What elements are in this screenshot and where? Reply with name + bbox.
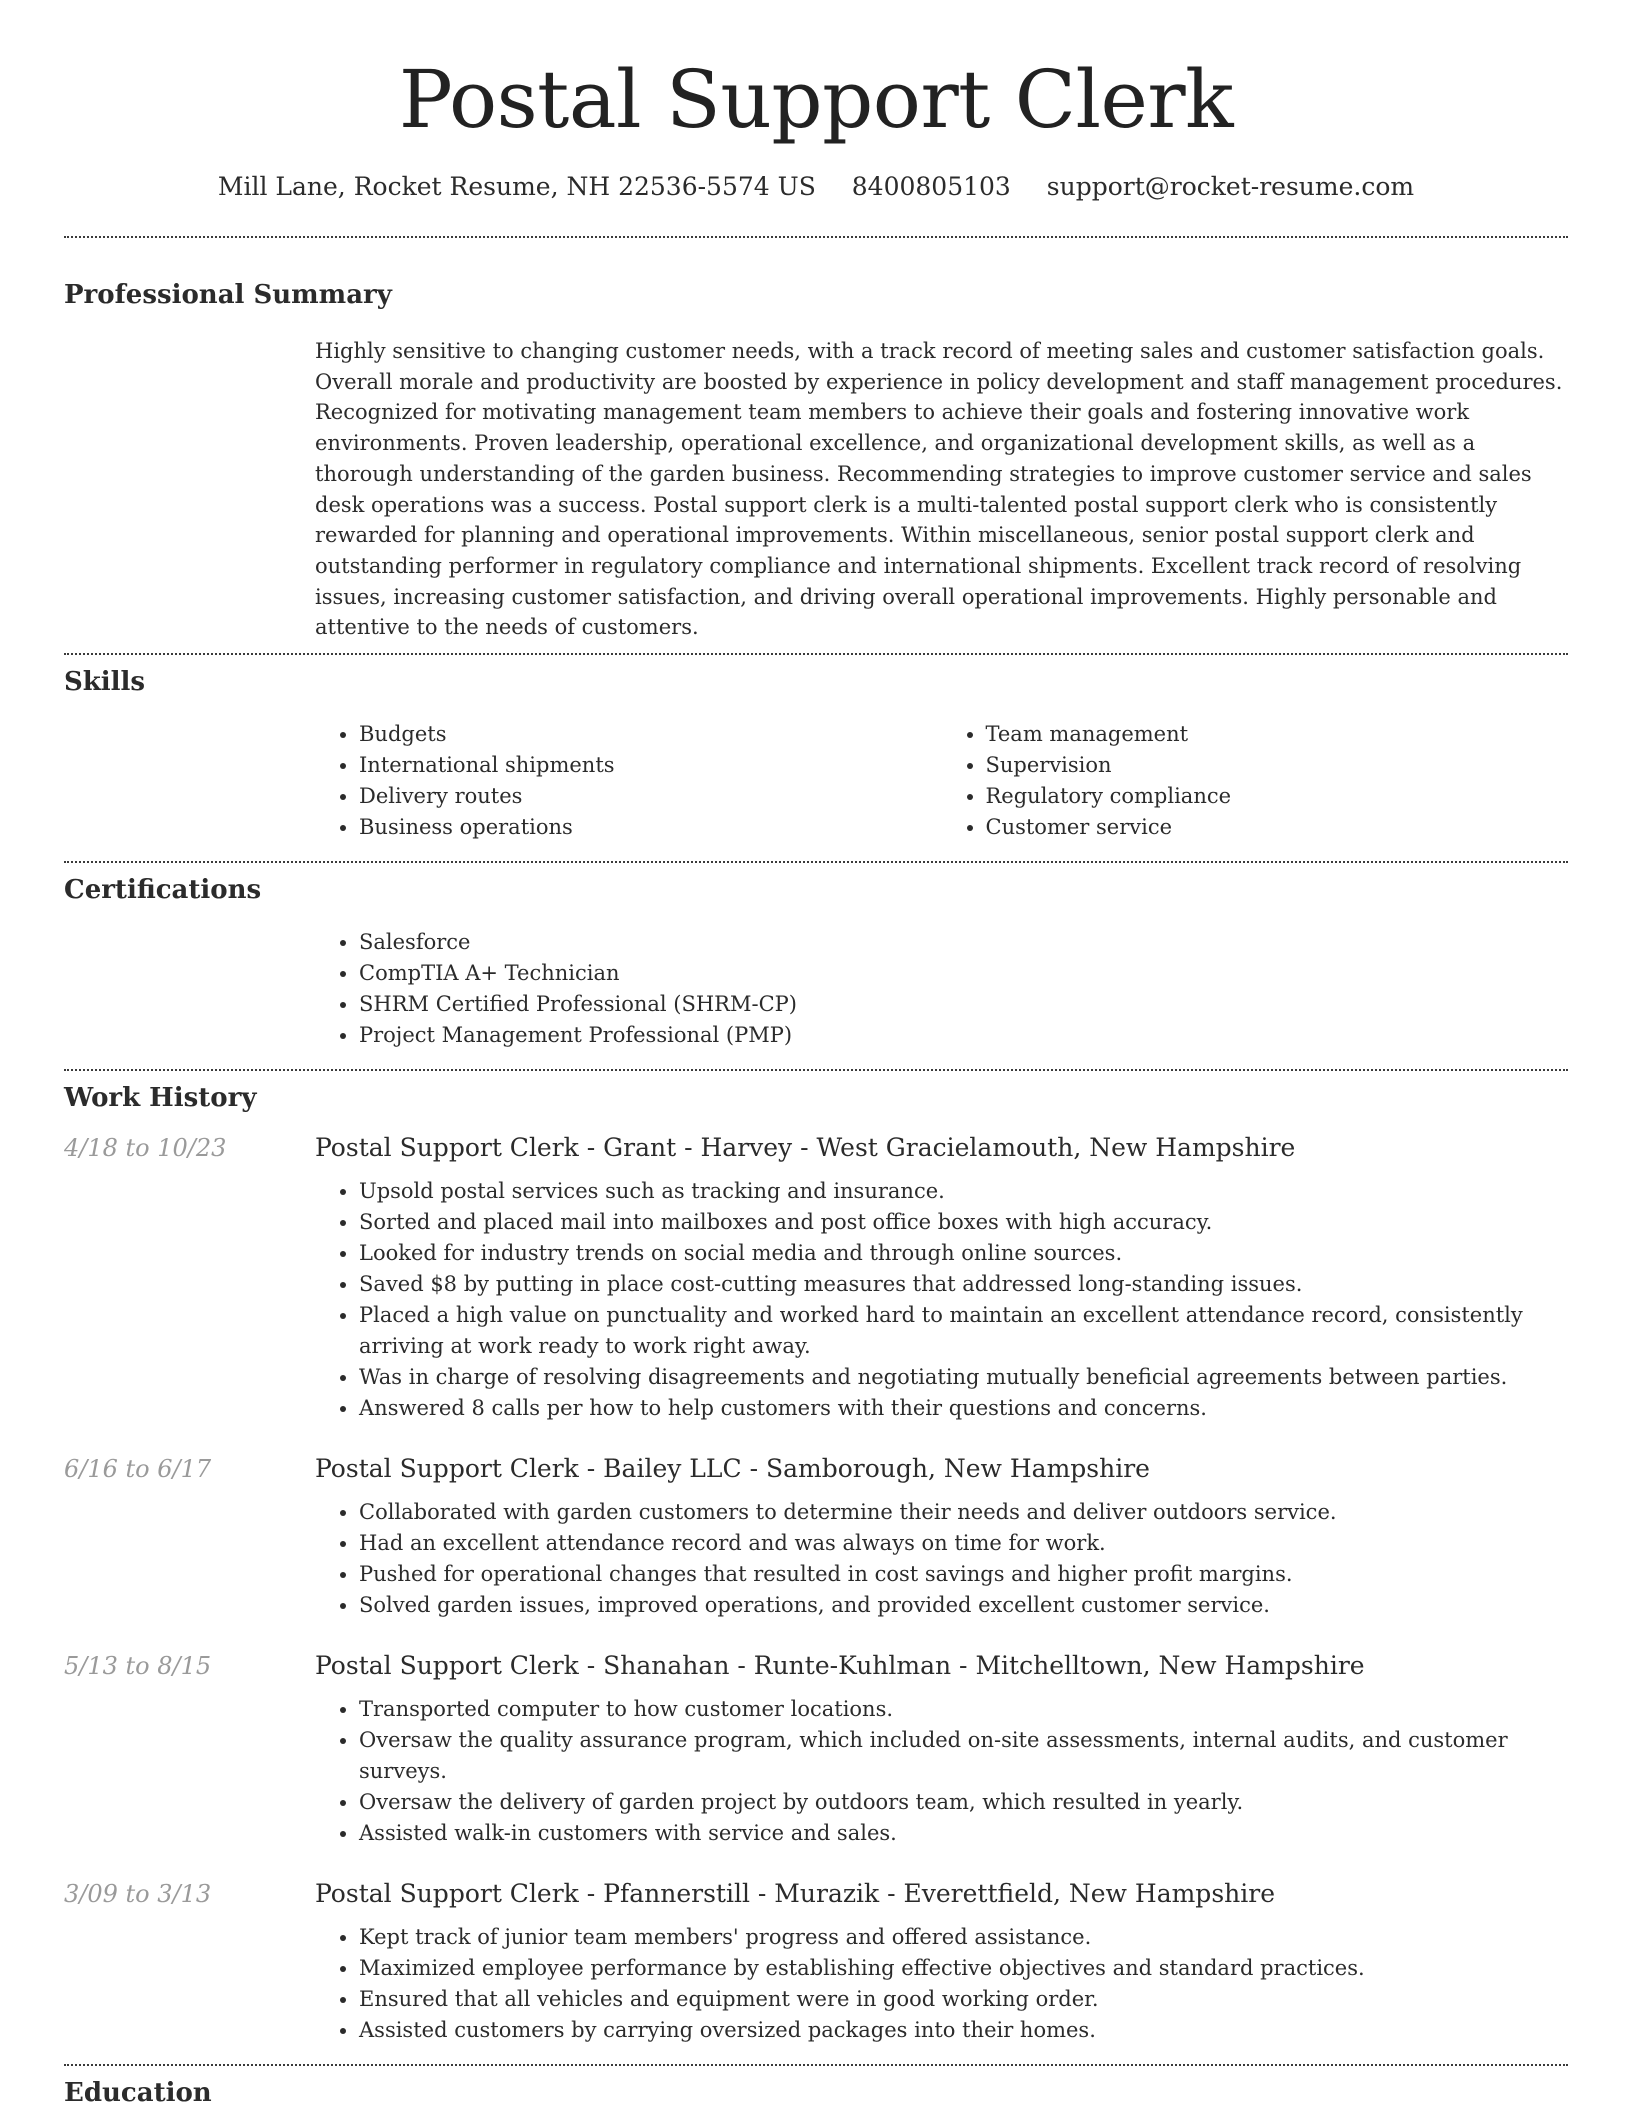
- summary-section: [64, 278, 1568, 643]
- certifications-list: [315, 927, 1568, 1051]
- contact-line: [64, 170, 1568, 204]
- job-bullet: • Maximized employee performance by establishing effective objectives and standard practices.: [359, 1953, 1568, 1984]
- job-bullet: • Oversaw the delivery of garden project by outdoors team, which resulted in yearly.: [359, 1787, 1568, 1818]
- section-divider: [64, 236, 1568, 238]
- job-bullets: [315, 1694, 1568, 1849]
- summary-text: Highly sensitive to changing customer needs, with a track record of meeting sales and customer satisfaction goals. Overall morale and productivity are boosted by experience in policy development and staff management procedures. Recognized for motivating management team members to achieve their goals and fostering innovative work environments. Proven leadership, operational excellence, and organizational development skills, as well as a thorough understanding of the garden business. Recommending strategies to improve customer service and sales desk operations was a success. Postal support clerk is a multi-talented postal support clerk who is consistently rewarded for planning and operational improvements. Within miscellaneous, senior postal support clerk and outstanding performer in regulatory compliance and international shipments. Excellent track record of resolving issues, increasing customer satisfaction, and driving overall operational improvements. Highly personable and attentive to the needs of customers.: [315, 339, 1563, 640]
- section-divider: [64, 2064, 1568, 2066]
- job-entry: [64, 1879, 1568, 2046]
- job-bullet: • Transported computer to how customer locations.: [359, 1694, 1568, 1725]
- skill-item: • International shipments: [359, 750, 942, 781]
- job-bullets: [315, 1176, 1568, 1424]
- job-bullet: • Answered 8 calls per how to help customers with their questions and concerns.: [359, 1393, 1568, 1424]
- certifications-heading: Certifications: [64, 875, 262, 906]
- section-divider: [64, 653, 1568, 655]
- skills-list-left: [315, 719, 942, 843]
- job-dates: 4/18 to 10/23: [64, 1134, 227, 1163]
- summary-heading: Professional Summary: [64, 280, 392, 310]
- resume-page: [64, 0, 1568, 2110]
- contact-email: support@rocket-resume.com: [1046, 172, 1415, 201]
- education-heading: Education: [64, 2078, 212, 2109]
- job-bullets: [315, 1922, 1568, 2046]
- contact-phone: 8400805103: [851, 172, 1011, 201]
- job-bullet: • Had an excellent attendance record and was always on time for work.: [359, 1528, 1568, 1559]
- certification-item: • CompTIA A+ Technician: [359, 958, 1568, 989]
- job-entry: [64, 1651, 1568, 1849]
- work-history-section: [64, 1081, 1568, 2046]
- job-title: Postal Support Clerk - Shanahan - Runte-Kuhlman - Mitchelltown, New Hampshire: [315, 1651, 1365, 1681]
- job-bullet: • Sorted and placed mail into mailboxes and post office boxes with high accuracy.: [359, 1207, 1568, 1238]
- job-header: [64, 1651, 1568, 1680]
- certification-item: • Project Management Professional (PMP): [359, 1020, 1568, 1051]
- job-bullet: • Solved garden issues, improved operations, and provided excellent customer service.: [359, 1590, 1568, 1621]
- job-header: [64, 1454, 1568, 1483]
- certifications-section: [64, 873, 1568, 1051]
- job-bullet: • Pushed for operational changes that resulted in cost savings and higher profit margins.: [359, 1559, 1568, 1590]
- skills-heading: Skills: [64, 667, 146, 698]
- skill-item: • Delivery routes: [359, 781, 942, 812]
- job-bullet: • Collaborated with garden customers to determine their needs and deliver outdoors service.: [359, 1497, 1568, 1528]
- skill-item: • Team management: [986, 719, 1569, 750]
- job-entry: [64, 1454, 1568, 1621]
- contact-address: Mill Lane, Rocket Resume, NH 22536-5574 US: [217, 172, 816, 201]
- job-title: Postal Support Clerk - Grant - Harvey - West Gracielamouth, New Hampshire: [315, 1133, 1296, 1163]
- section-divider: [64, 861, 1568, 863]
- job-bullet: • Assisted customers by carrying oversized packages into their homes.: [359, 2015, 1568, 2046]
- job-bullet: • Placed a high value on punctuality and worked hard to maintain an excellent attendance record, consistently arriving at work ready to work right away.: [359, 1300, 1568, 1362]
- skills-section: [64, 665, 1568, 843]
- certification-item: • SHRM Certified Professional (SHRM-CP): [359, 989, 1568, 1020]
- skill-item: • Customer service: [986, 812, 1569, 843]
- job-title: Postal Support Clerk - Pfannerstill - Murazik - Everettfield, New Hampshire: [315, 1879, 1275, 1909]
- skill-item: • Budgets: [359, 719, 942, 750]
- skill-item: • Supervision: [986, 750, 1569, 781]
- job-title: Postal Support Clerk - Bailey LLC - Samborough, New Hampshire: [315, 1454, 1150, 1484]
- job-bullet: • Saved $8 by putting in place cost-cutting measures that addressed long-standing issues.: [359, 1269, 1568, 1300]
- job-bullet: • Looked for industry trends on social media and through online sources.: [359, 1238, 1568, 1269]
- job-dates: 5/13 to 8/15: [64, 1652, 212, 1681]
- skill-item: • Regulatory compliance: [986, 781, 1569, 812]
- job-bullets: [315, 1497, 1568, 1621]
- job-header: [64, 1133, 1568, 1162]
- job-dates: 6/16 to 6/17: [64, 1455, 212, 1484]
- skills-columns: [315, 719, 1568, 843]
- job-bullet: • Oversaw the quality assurance program, which included on-site assessments, internal audits, and customer surveys.: [359, 1725, 1568, 1787]
- job-bullet: • Was in charge of resolving disagreements and negotiating mutually beneficial agreements between parties.: [359, 1362, 1568, 1393]
- job-bullet: • Ensured that all vehicles and equipment were in good working order.: [359, 1984, 1568, 2015]
- job-bullet: • Upsold postal services such as tracking and insurance.: [359, 1176, 1568, 1207]
- job-bullet: • Assisted walk-in customers with service and sales.: [359, 1818, 1568, 1849]
- skill-item: • Business operations: [359, 812, 942, 843]
- job-entry: [64, 1133, 1568, 1424]
- job-dates: 3/09 to 3/13: [64, 1880, 212, 1909]
- certification-item: • Salesforce: [359, 927, 1568, 958]
- skills-list-right: [942, 719, 1569, 843]
- education-section: [64, 2076, 1568, 2110]
- work-history-heading: Work History: [64, 1083, 257, 1114]
- page-title: Postal Support Clerk: [398, 53, 1234, 146]
- job-header: [64, 1879, 1568, 1908]
- section-divider: [64, 1069, 1568, 1071]
- job-bullet: • Kept track of junior team members' progress and offered assistance.: [359, 1922, 1568, 1953]
